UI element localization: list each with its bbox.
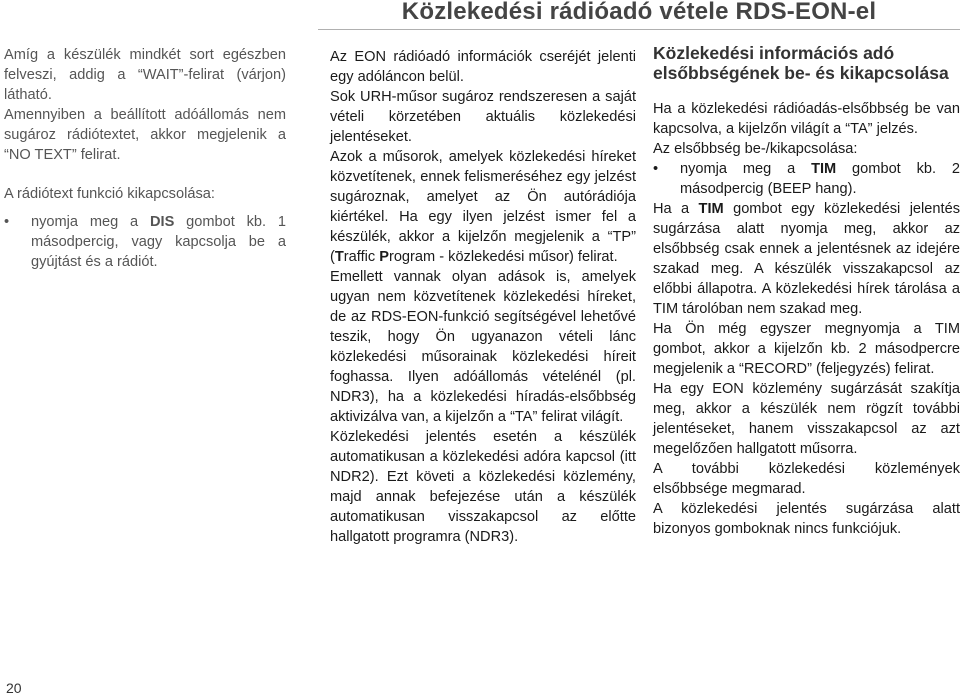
key-tim: TIM: [811, 161, 837, 177]
paragraph-no-text: Amennyiben a beállított adóállomás nem sugároz rádiótextet, akkor megjelenik a “NO TEXT” felirat.: [4, 107, 286, 163]
paragraph-eon-intro: Az EON rádióadó információk cseréjét jelenti egy adóláncon belül.: [330, 49, 636, 85]
paragraph-record: Ha Ön még egyszer megnyomja a TIM gombot, akkor a kijelzőn kb. 2 másodpercre megjelenik a “RECORD” (feljegyzés) felirat.: [653, 321, 960, 377]
column-left: [4, 45, 286, 272]
key-dis: DIS: [149, 214, 175, 230]
paragraph-urh: Sok URH-műsor sugároz rendszeresen a saját vételi körzetében aktuális közlekedési jelentéseket.: [330, 89, 636, 145]
column-right: [653, 43, 960, 539]
page-number: 20: [6, 680, 22, 696]
paragraph-priority-toggle: Az elsőbbség be-/kikapcsolása:: [653, 141, 858, 157]
paragraph-priority-kept: A további közlekedési közlemények elsőbbsége megmarad.: [653, 461, 960, 497]
page-title: Közlekedési rádióadó vétele RDS-EON-el: [401, 0, 877, 25]
paragraph-wait: Amíg a készülék mindkét sort egészben felveszi, addig a “WAIT”-felirat (várjon) látható.: [4, 47, 286, 103]
paragraph-tp: Azok a műsorok, amelyek közlekedési híreket közvetítenek, ennek felismeréséhez egy jelzést sugároznak, amelyet az Ön autórádiója kiértékel. Ha egy ilyen jelzést ismer fel a készülék, akkor a kijelzőn megjelenik a “TP” (Traffic Program - közlekedési műsor) felirat.: [330, 149, 636, 265]
paragraph-ndr: Közlekedési jelentés esetén a készülék automatikusan a közlekedési adóra kapcsol (itt NDR2). Ezt követi a közlekedési közlemény, majd annak befejezése után a készülék automatikusan visszakapcsol az előtte hallgatott programra (NDR3).: [330, 429, 636, 545]
page-header: [318, 0, 960, 30]
bullet-icon: •: [4, 214, 10, 230]
paragraph-ta: Emellett vannak olyan adások is, amelyek ugyan nem közvetítenek közlekedési híreket, de az RDS-EON-funkció segítségével lehetővé teszik, hogy Ön ugyanazon vételi lánc közlekedési műsorainak közlekedési híreit foghassa. Ilyen adóállomás vételénél (pl. NDR3), ha a közlekedési híradás-elsőbbség aktivizálva van, a kijelzőn a “TA” felirat világít.: [330, 269, 636, 425]
paragraph-eon-abort: Ha egy EON közlemény sugárzását szakítja meg, akkor a készülék nem rögzít további jelentéseket, hanem visszakapcsol az azt megelőzően hallgatott műsorra.: [653, 381, 960, 457]
paragraph-tim-during: Ha a TIM gombot egy közlekedési jelentés sugárzása alatt nyomja meg, akkor az elsőbbség csak ennek a jelentésnek az idejére szakad meg. A készülék visszakapcsol az előbbi állapotra. A közlekedési hírek tárolása a TIM tárolóban nem szakad meg.: [653, 201, 960, 317]
bullet-dis: • nyomja meg a DIS gombot kb. 1 másodpercig, vagy kapcsolja be a gyújtást és a rádiót.: [4, 214, 286, 270]
paragraph-ta-on: Ha a közlekedési rádióadás-elsőbbség be van kapcsolva, a kijelzőn világít a “TA” jelzés.: [653, 101, 960, 137]
paragraph-buttons-disabled: A közlekedési jelentés sugárzása alatt bizonyos gomboknak nincs funkciójuk.: [653, 501, 960, 537]
section-heading: Közlekedési információs adó elsőbbségének be- és kikapcsolása: [653, 43, 949, 83]
bullet-tim: • nyomja meg a TIM gombot kb. 2 másodpercig (BEEP hang).: [653, 161, 960, 197]
column-middle: [330, 47, 636, 547]
paragraph-radiotext-off: A rádiótext funkció kikapcsolása:: [4, 186, 215, 202]
bullet-icon: •: [653, 161, 659, 177]
